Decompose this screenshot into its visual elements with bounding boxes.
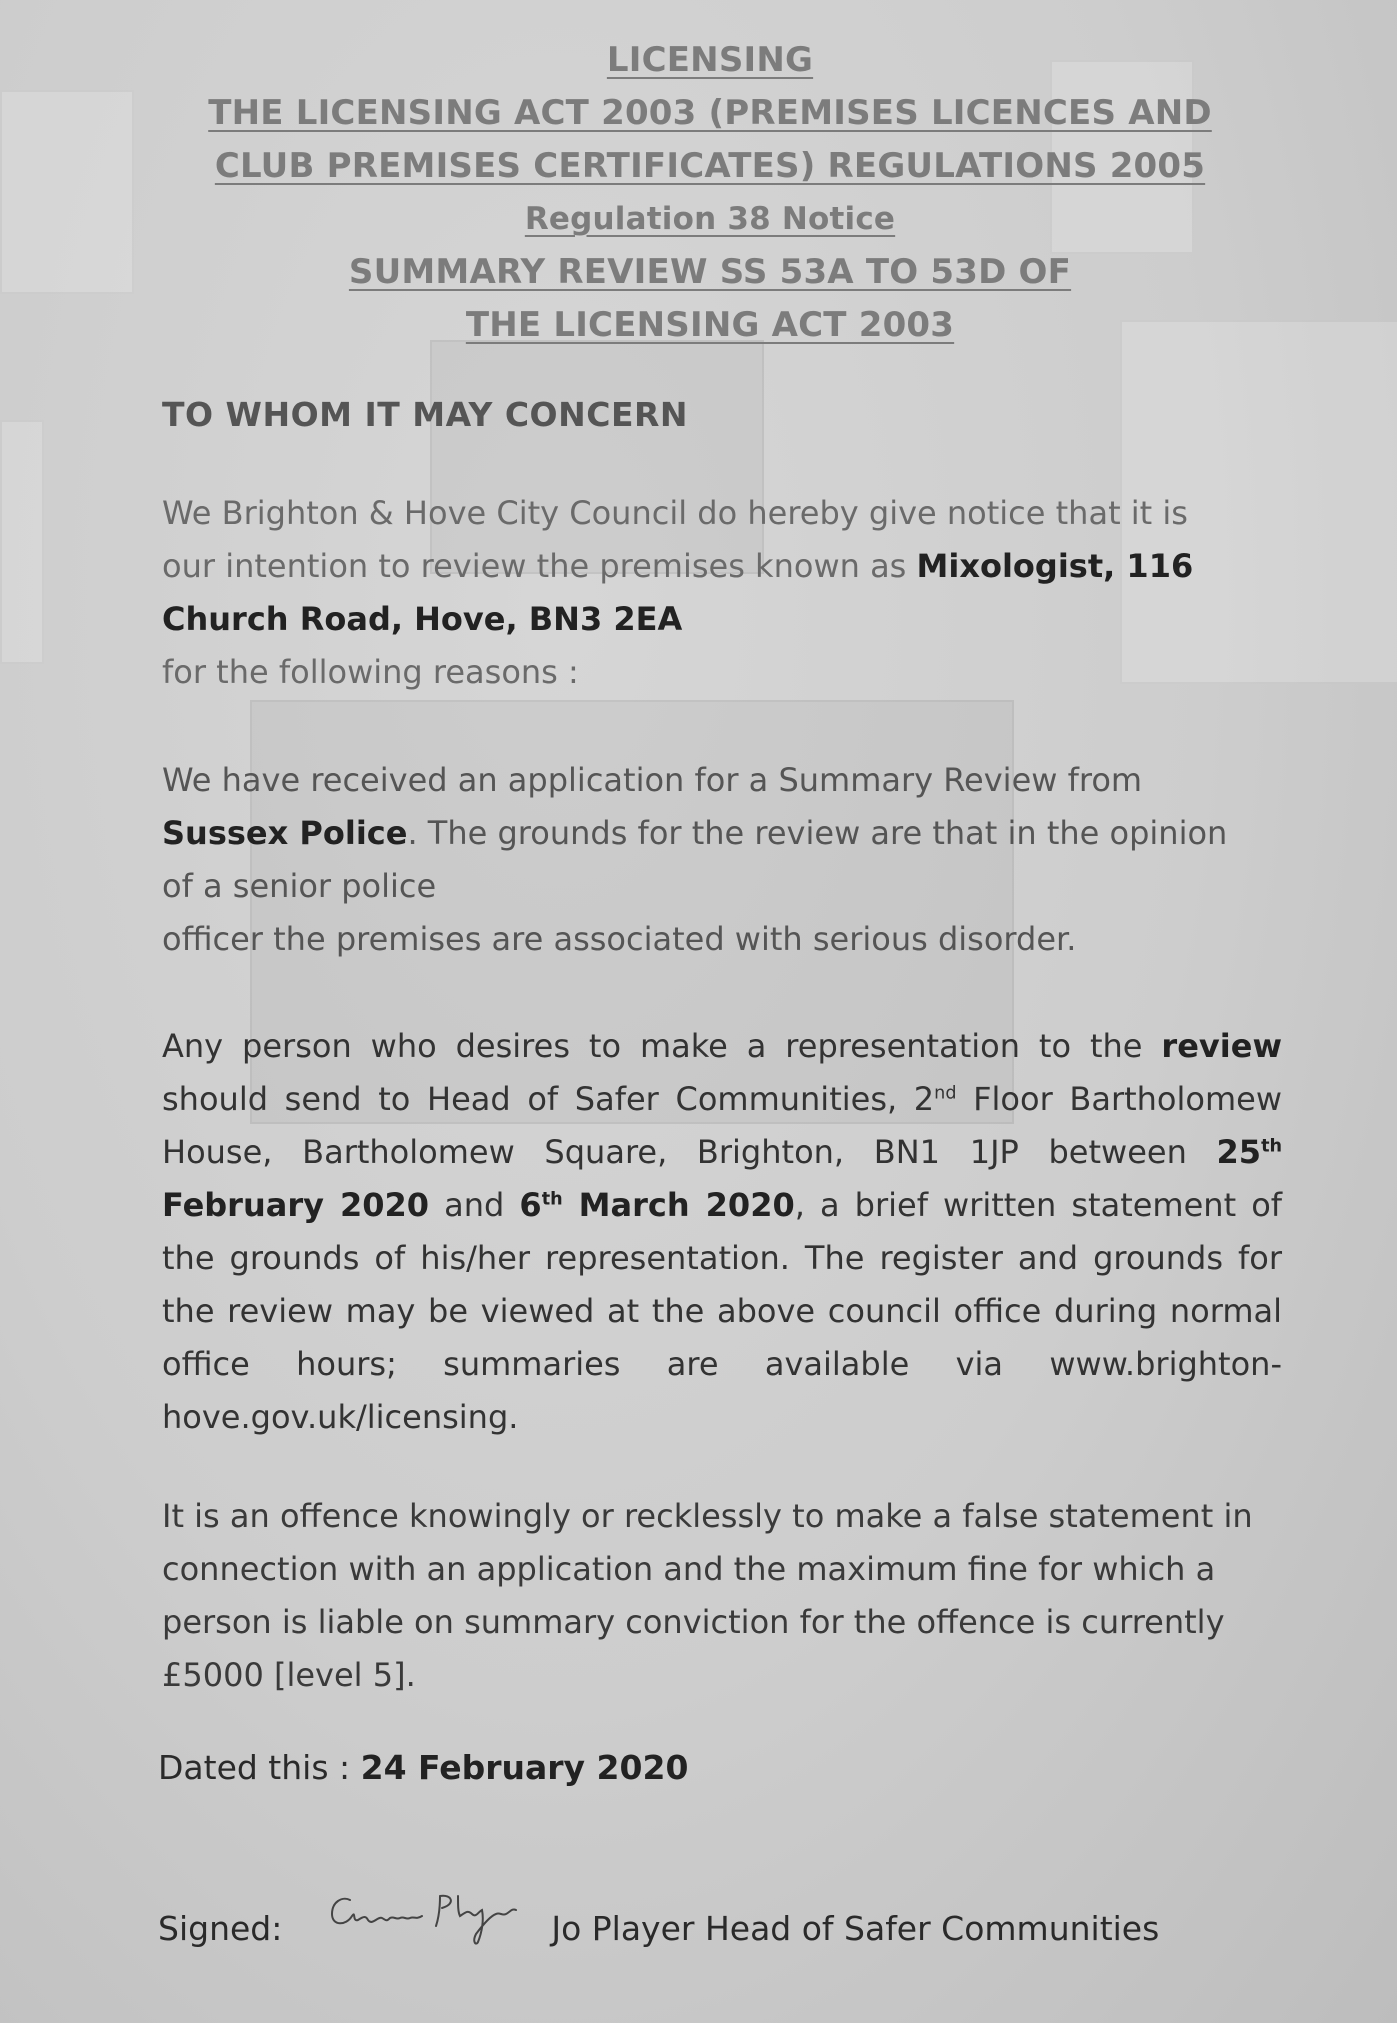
heading-summary-review-1: SUMMARY REVIEW SS 53A TO 53D OF <box>348 252 1072 292</box>
paragraph3-part1: Any person who desires to make a representation to the <box>162 1027 1162 1065</box>
paragraph3-part5: , a brief written statement of the grounds of his/her representation. The register and grounds for the review may be viewed at the above council office during normal office hours; summaries are available via www.brighton-hove.gov.uk/licensing. <box>162 1186 1283 1436</box>
paragraph3-part4: and <box>429 1186 520 1224</box>
notice-headings <box>0 34 1397 352</box>
paragraph3-floor-sup: nd <box>934 1083 957 1104</box>
paragraph-representation <box>162 1020 1282 1444</box>
paragraph4-line4: £5000 [level 5]. <box>162 1656 416 1694</box>
premises-name: Mixologist, 116 <box>916 547 1194 585</box>
paragraph1-line1: We Brighton & Hove City Council do hereby give notice that it is <box>162 494 1188 532</box>
end-date-day: 6 <box>519 1186 542 1224</box>
paragraph2-line3: of a senior police <box>162 867 437 905</box>
handwritten-signature-icon <box>312 1886 547 1956</box>
paragraph1-line2-text: our intention to review the premises known as <box>162 547 917 585</box>
heading-act-title-1: THE LICENSING ACT 2003 (PREMISES LICENCES AND <box>208 93 1212 133</box>
paragraph2-line4: officer the premises are associated with serious disorder. <box>162 920 1077 958</box>
paragraph1-line2 <box>162 540 1282 593</box>
signature-line <box>158 1886 1159 1956</box>
signatory-name-title: Jo Player Head of Safer Communities <box>551 1909 1160 1948</box>
paragraph1-line4: for the following reasons : <box>162 653 579 691</box>
start-date-rest: February 2020 <box>162 1186 430 1224</box>
paragraph3-review: review <box>1161 1027 1282 1065</box>
paragraph3-part2: should send to Head of Safer Communities, 2 <box>162 1080 935 1118</box>
heading-summary-review-2: THE LICENSING ACT 2003 <box>465 305 955 345</box>
end-date <box>519 1186 794 1224</box>
start-date-day: 25 <box>1216 1133 1262 1171</box>
paragraph-review-grounds <box>162 754 1282 966</box>
paragraph-notice-intent <box>162 487 1282 699</box>
applicant-name: Sussex Police <box>162 814 408 852</box>
premises-address: Church Road, Hove, BN3 2EA <box>162 600 683 638</box>
heading-licensing: LICENSING <box>606 40 814 80</box>
dated-value: 24 February 2020 <box>360 1748 689 1787</box>
end-date-rest: March 2020 <box>562 1186 795 1224</box>
heading-act-title-2: CLUB PREMISES CERTIFICATES) REGULATIONS 2005 <box>214 146 1206 186</box>
paragraph4-line1: It is an offence knowingly or recklessly to make a false statement in <box>162 1497 1253 1535</box>
start-date-sup: th <box>1261 1136 1282 1157</box>
heading-regulation-notice: Regulation 38 Notice <box>524 201 896 237</box>
paragraph-offence-warning <box>162 1490 1282 1702</box>
dated-label: Dated this : <box>158 1748 361 1787</box>
signed-label: Signed: <box>158 1909 283 1948</box>
end-date-sup: th <box>541 1189 563 1210</box>
paragraph4-line3: person is liable on summary conviction for the offence is currently <box>162 1603 1225 1641</box>
paragraph1-line3 <box>162 593 1282 646</box>
dated-line <box>158 1748 688 1787</box>
paragraph2-line2 <box>162 807 1282 860</box>
paragraph2-line1: We have received an application for a Summary Review from <box>162 761 1143 799</box>
salutation: TO WHOM IT MAY CONCERN <box>162 395 689 434</box>
paragraph4-line2: connection with an application and the maximum fine for which a <box>162 1550 1216 1588</box>
paragraph2-line2-text: . The grounds for the review are that in the opinion <box>407 814 1228 852</box>
paragraph3-part3: Floor Bartholomew House, Bartholomew Square, Brighton, BN1 1JP between <box>162 1080 1283 1171</box>
